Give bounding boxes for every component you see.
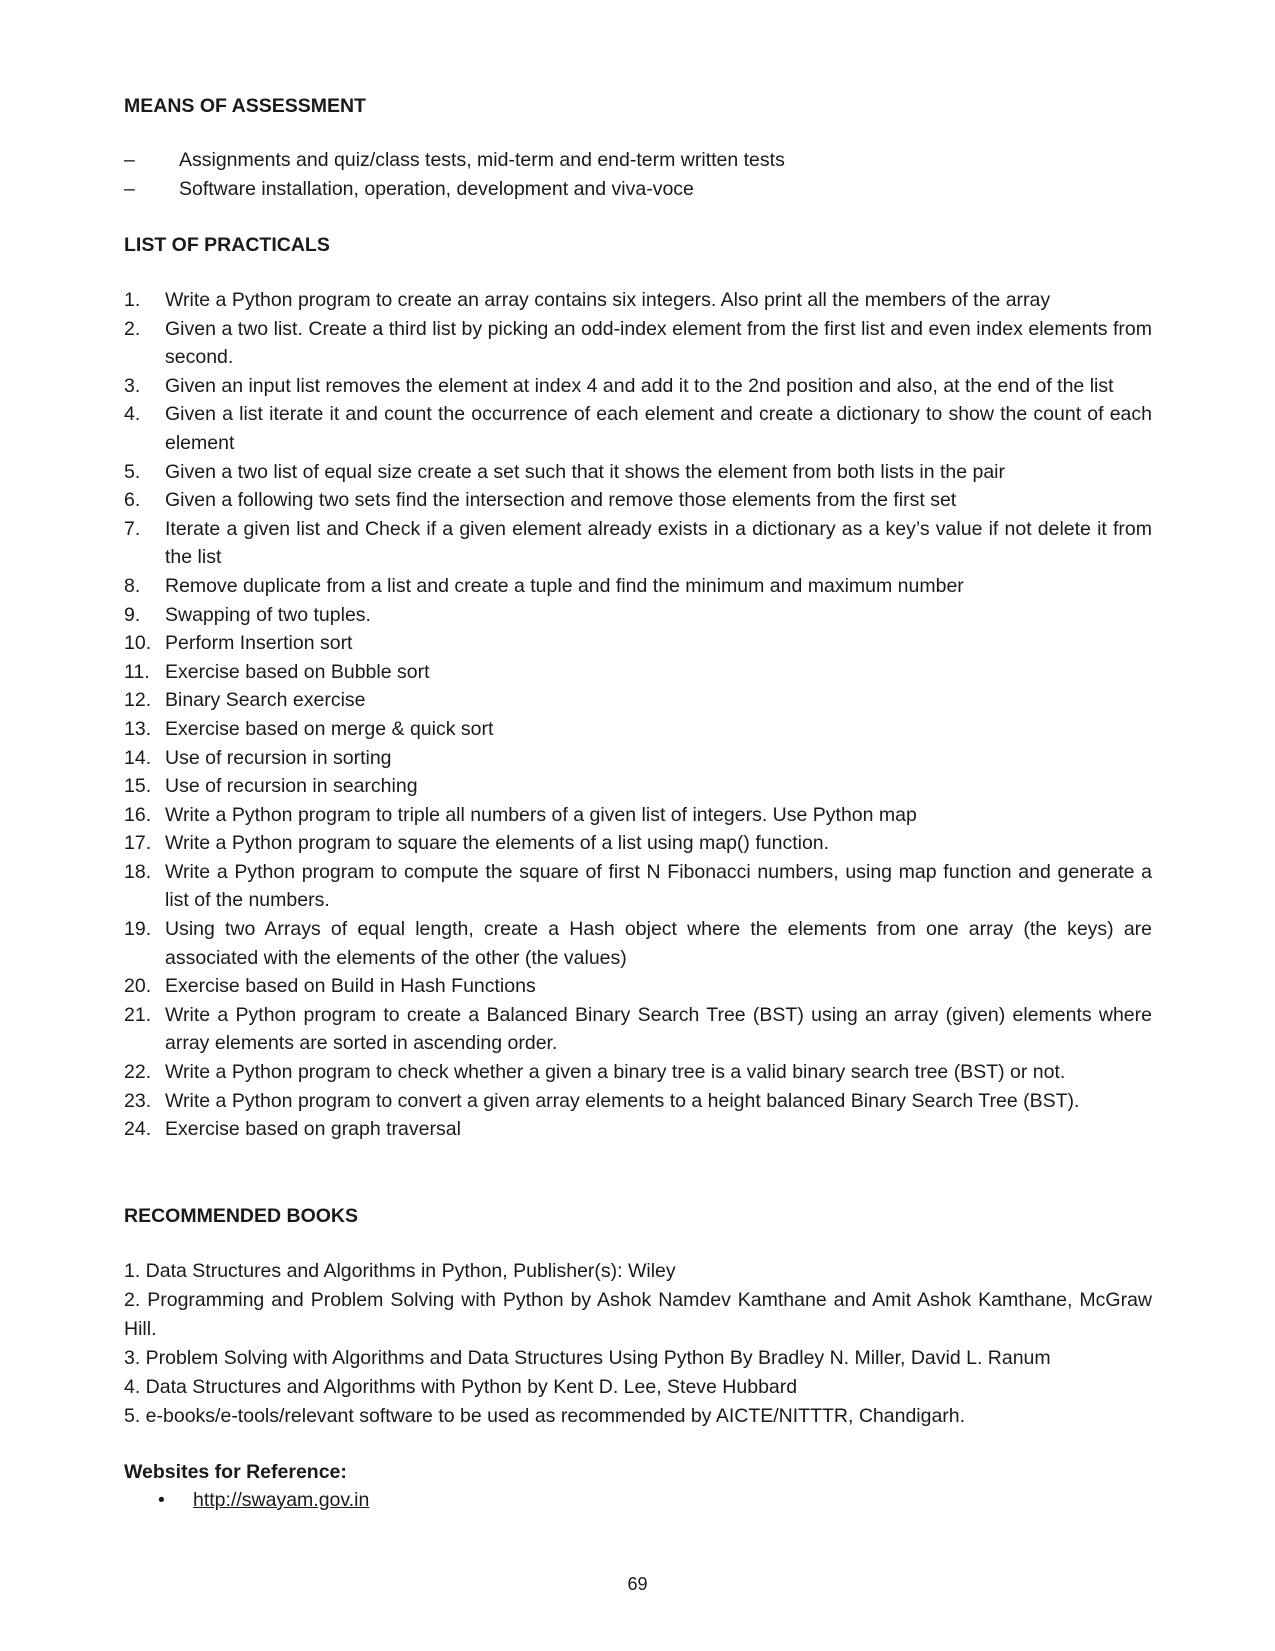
practical-text: Write a Python program to triple all numbers of a given list of integers. Use Python map [165,803,917,826]
practical-number: 22. [124,1061,152,1084]
practical-text: Remove duplicate from a list and create a tuple and find the minimum and maximum number [165,574,964,597]
book-item: 3. Problem Solving with Algorithms and Data Structures Using Python By Bradley N. Miller, David L. Ranum [124,1346,1051,1369]
practical-number: 18. [124,860,152,883]
practical-text: Swapping of two tuples. [165,603,371,626]
practical-item [124,458,1152,487]
assessment-list [124,146,1152,204]
practical-number: 16. [124,803,152,826]
websites-list [124,1486,1152,1515]
practical-item [124,801,1152,830]
practical-text: Using two Arrays of equal length, create a Hash object where the elements from one array (the keys) are associated with the elements of the other (the values) [165,918,1152,969]
practical-number: 1. [124,289,141,311]
practical-number: 5. [124,460,141,483]
practical-item [124,915,1152,972]
practical-item [124,1115,1152,1144]
practical-number: 3. [124,374,141,397]
practical-text: Write a Python program to check whether a given a binary tree is a valid binary search tree (BST) or not. [165,1061,1066,1084]
practical-number: 9. [124,603,141,626]
website-item [124,1486,1152,1515]
practical-number: 24. [124,1118,152,1141]
book-item: 5. e-books/e-tools/relevant software to be used as recommended by AICTE/NITTTR, Chandigarh. [124,1404,966,1427]
practical-text: Given a list iterate it and count the occurrence of each element and create a dictionary to show the count of each element [165,403,1152,454]
practical-item [124,372,1152,401]
practical-text: Write a Python program to convert a given array elements to a height balanced Binary Search Tree (BST). [165,1089,1080,1112]
websites-heading: Websites for Reference: [124,1460,347,1483]
practical-item [124,601,1152,630]
practical-text: Write a Python program to compute the square of first N Fibonacci numbers, using map function and generate a list of the numbers. [165,860,1152,912]
practical-item [124,572,1152,601]
practical-item [124,715,1152,744]
practical-number: 12. [124,689,152,712]
practical-number: 14. [124,746,152,769]
practical-item [124,772,1152,801]
book-item: 2. Programming and Problem Solving with Python by Ashok Namdev Kamthane and Amit Ashok Kamthane, McGraw Hill. [124,1288,1152,1340]
practicals-list [124,286,1152,1144]
practical-number: 23. [124,1089,152,1112]
book-item: 4. Data Structures and Algorithms with Python by Kent D. Lee, Steve Hubbard [124,1375,798,1398]
practical-item [124,829,1152,858]
practical-text: Perform Insertion sort [165,632,353,655]
assessment-heading: MEANS OF ASSESSMENT [124,95,366,117]
practical-text: Write a Python program to square the elements of a list using map() function. [165,832,830,855]
practical-item [124,286,1152,315]
bullet-icon: • [158,1488,165,1511]
practical-text: Use of recursion in searching [165,775,418,798]
practical-text: Given a following two sets find the intersection and remove those elements from the first set [165,489,957,512]
practical-text: Given an input list removes the element at index 4 and add it to the 2nd position and also, at the end of the list [165,374,1114,397]
practical-number: 10. [124,632,152,655]
practical-item [124,486,1152,515]
practical-item [124,658,1152,687]
practical-text: Binary Search exercise [165,689,366,712]
practical-number: 2. [124,317,141,340]
practical-number: 13. [124,717,152,740]
practical-text: Exercise based on Bubble sort [165,660,430,683]
practical-item [124,1001,1152,1058]
practical-number: 19. [124,918,152,941]
dash-bullet: – [124,178,135,200]
website-link[interactable]: http://swayam.gov.in [193,1488,370,1511]
practical-item [124,686,1152,715]
practical-item [124,972,1152,1001]
books-list [124,1257,1152,1431]
practical-item [124,515,1152,572]
practical-item [124,1058,1152,1087]
list-item: – Assignments and quiz/class tests, mid-term and end-term written tests [124,146,1152,175]
practical-number: 8. [124,574,141,597]
practical-text: Iterate a given list and Check if a given element already exists in a dictionary as a key’s value if not delete it from the list [165,517,1152,569]
practical-item [124,400,1152,457]
list-item: – Software installation, operation, development and viva-voce [124,175,1152,204]
page-number: 69 [627,1574,648,1594]
practicals-heading: LIST OF PRACTICALS [124,234,330,256]
practical-number: 21. [124,1003,152,1026]
practical-text: Exercise based on merge & quick sort [165,717,494,740]
practical-number: 17. [124,832,152,855]
practical-text: Write a Python program to create a Balanced Binary Search Tree (BST) using an array (given) elements where array elements are sorted in ascending order. [165,1003,1152,1055]
practical-text: Exercise based on graph traversal [165,1118,461,1141]
document-page [124,92,1152,1515]
practical-text: Given a two list of equal size create a set such that it shows the element from both lists in the pair [165,460,1005,483]
practical-item [124,315,1152,372]
practical-item [124,629,1152,658]
dash-bullet: – [124,149,135,171]
practical-number: 6. [124,489,141,512]
practical-number: 4. [124,403,141,426]
practical-item [124,858,1152,915]
practical-text: Exercise based on Build in Hash Functions [165,975,536,998]
practical-item [124,744,1152,773]
practical-text: Given a two list. Create a third list by picking an odd-index element from the first list and even index elements from second. [165,317,1152,369]
practical-item [124,1087,1152,1116]
practical-number: 11. [124,660,150,683]
practical-number: 15. [124,775,152,798]
practical-number: 7. [124,517,141,540]
book-item: 1. Data Structures and Algorithms in Python, Publisher(s): Wiley [124,1259,676,1282]
practical-text: Use of recursion in sorting [165,746,392,769]
books-heading: RECOMMENDED BOOKS [124,1204,359,1227]
practical-text: Write a Python program to create an array contains six integers. Also print all the members of the array [165,289,1051,311]
practical-number: 20. [124,975,152,998]
